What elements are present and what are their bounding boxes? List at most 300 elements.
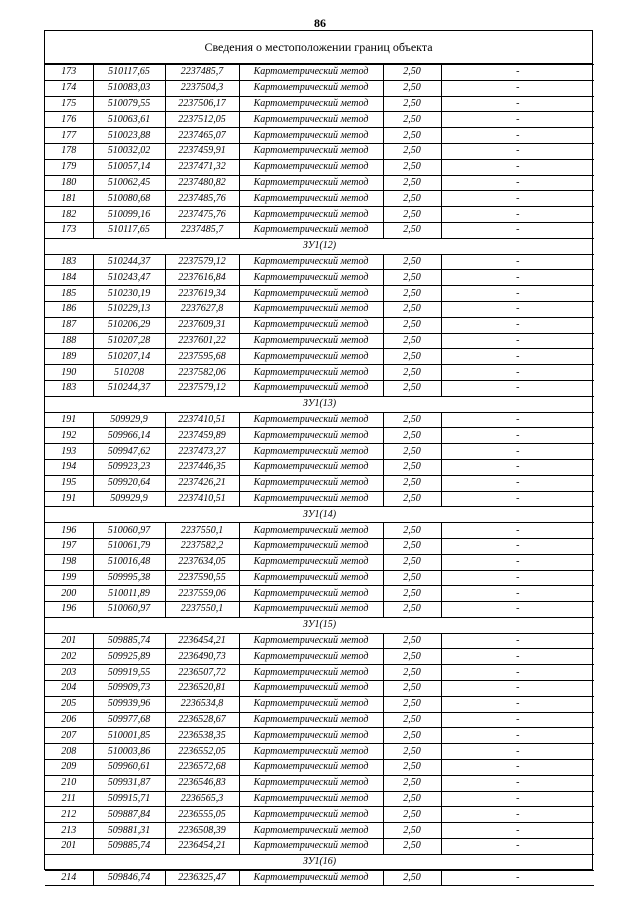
y-coordinate-cell: 2237627,8	[165, 301, 239, 317]
table-row	[45, 523, 594, 539]
accuracy-cell: 2,50	[383, 728, 441, 744]
page-number: 86	[314, 16, 326, 30]
method-cell: Картометрический метод	[239, 649, 383, 665]
method-cell: Картометрический метод	[239, 254, 383, 270]
accuracy-cell: 2,50	[383, 128, 441, 144]
x-coordinate-cell: 510003,86	[93, 744, 165, 760]
method-cell: Картометрический метод	[239, 586, 383, 602]
accuracy-cell: 2,50	[383, 649, 441, 665]
table-row	[45, 254, 594, 270]
method-cell: Картометрический метод	[239, 554, 383, 570]
note-cell: -	[441, 412, 594, 428]
table-row	[45, 649, 594, 665]
x-coordinate-cell: 510079,55	[93, 96, 165, 112]
y-coordinate-cell: 2237616,84	[165, 270, 239, 286]
accuracy-cell: 2,50	[383, 317, 441, 333]
method-cell: Картометрический метод	[239, 191, 383, 207]
y-coordinate-cell: 2236507,72	[165, 665, 239, 681]
method-cell: Картометрический метод	[239, 301, 383, 317]
table-row	[45, 728, 594, 744]
x-coordinate-cell: 509931,87	[93, 775, 165, 791]
y-coordinate-cell: 2236508,39	[165, 823, 239, 839]
y-coordinate-cell: 2237459,89	[165, 428, 239, 444]
y-coordinate-cell: 2237485,76	[165, 191, 239, 207]
x-coordinate-cell: 510023,88	[93, 128, 165, 144]
y-coordinate-cell: 2237582,06	[165, 365, 239, 381]
point-number-cell: 176	[45, 112, 93, 128]
point-number-cell: 184	[45, 270, 93, 286]
accuracy-cell: 2,50	[383, 712, 441, 728]
method-cell: Картометрический метод	[239, 633, 383, 649]
note-cell: -	[441, 128, 594, 144]
accuracy-cell: 2,50	[383, 475, 441, 491]
y-coordinate-cell: 2237446,35	[165, 459, 239, 475]
y-coordinate-cell: 2237471,32	[165, 159, 239, 175]
note-cell: -	[441, 538, 594, 554]
table-row	[45, 681, 594, 697]
table-row	[45, 159, 594, 175]
method-cell: Картометрический метод	[239, 870, 383, 886]
note-cell: -	[441, 791, 594, 807]
y-coordinate-cell: 2236534,8	[165, 696, 239, 712]
note-cell: -	[441, 333, 594, 349]
point-number-cell: 192	[45, 428, 93, 444]
table-row	[45, 380, 594, 396]
x-coordinate-cell: 510062,45	[93, 175, 165, 191]
method-cell: Картометрический метод	[239, 475, 383, 491]
note-cell: -	[441, 175, 594, 191]
point-number-cell: 183	[45, 254, 93, 270]
point-number-cell: 190	[45, 365, 93, 381]
y-coordinate-cell: 2237609,31	[165, 317, 239, 333]
y-coordinate-cell: 2236552,05	[165, 744, 239, 760]
x-coordinate-cell: 510011,89	[93, 586, 165, 602]
accuracy-cell: 2,50	[383, 491, 441, 507]
point-number-cell: 211	[45, 791, 93, 807]
y-coordinate-cell: 2237634,05	[165, 554, 239, 570]
point-number-cell: 210	[45, 775, 93, 791]
y-coordinate-cell: 2237559,06	[165, 586, 239, 602]
note-cell: -	[441, 491, 594, 507]
x-coordinate-cell: 510117,65	[93, 222, 165, 238]
y-coordinate-cell: 2236520,81	[165, 681, 239, 697]
y-coordinate-cell: 2237485,7	[165, 222, 239, 238]
note-cell: -	[441, 823, 594, 839]
note-cell: -	[441, 839, 594, 855]
method-cell: Картометрический метод	[239, 570, 383, 586]
accuracy-cell: 2,50	[383, 775, 441, 791]
x-coordinate-cell: 510032,02	[93, 143, 165, 159]
method-cell: Картометрический метод	[239, 444, 383, 460]
table-row	[45, 412, 594, 428]
note-cell: -	[441, 207, 594, 223]
point-number-cell: 202	[45, 649, 93, 665]
note-cell: -	[441, 65, 594, 81]
x-coordinate-cell: 509960,61	[93, 760, 165, 776]
x-coordinate-cell: 510230,19	[93, 286, 165, 302]
x-coordinate-cell: 509915,71	[93, 791, 165, 807]
table-row	[45, 222, 594, 238]
accuracy-cell: 2,50	[383, 538, 441, 554]
note-cell: -	[441, 365, 594, 381]
point-number-cell: 177	[45, 128, 93, 144]
table-row	[45, 586, 594, 602]
method-cell: Картометрический метод	[239, 681, 383, 697]
note-cell: -	[441, 349, 594, 365]
method-cell: Картометрический метод	[239, 602, 383, 618]
note-cell: -	[441, 523, 594, 539]
y-coordinate-cell: 2237579,12	[165, 380, 239, 396]
table-row	[45, 554, 594, 570]
note-cell: -	[441, 191, 594, 207]
y-coordinate-cell: 2237426,21	[165, 475, 239, 491]
table-row	[45, 459, 594, 475]
y-coordinate-cell: 2237601,22	[165, 333, 239, 349]
method-cell: Картометрический метод	[239, 286, 383, 302]
y-coordinate-cell: 2237582,2	[165, 538, 239, 554]
point-number-cell: 191	[45, 412, 93, 428]
method-cell: Картометрический метод	[239, 728, 383, 744]
point-number-cell: 203	[45, 665, 93, 681]
note-cell: -	[441, 602, 594, 618]
x-coordinate-cell: 509909,73	[93, 681, 165, 697]
note-cell: -	[441, 570, 594, 586]
table-row	[45, 365, 594, 381]
accuracy-cell: 2,50	[383, 270, 441, 286]
table-title: Сведения о местоположении границ объекта	[45, 31, 592, 64]
point-number-cell: 189	[45, 349, 93, 365]
accuracy-cell: 2,50	[383, 570, 441, 586]
x-coordinate-cell: 510061,79	[93, 538, 165, 554]
y-coordinate-cell: 2237480,82	[165, 175, 239, 191]
y-coordinate-cell: 2236454,21	[165, 839, 239, 855]
point-number-cell: 179	[45, 159, 93, 175]
point-number-cell: 214	[45, 870, 93, 886]
x-coordinate-cell: 509920,64	[93, 475, 165, 491]
note-cell: -	[441, 80, 594, 96]
point-number-cell: 178	[45, 143, 93, 159]
method-cell: Картометрический метод	[239, 270, 383, 286]
y-coordinate-cell: 2237619,34	[165, 286, 239, 302]
point-number-cell: 209	[45, 760, 93, 776]
x-coordinate-cell: 510063,61	[93, 112, 165, 128]
accuracy-cell: 2,50	[383, 207, 441, 223]
table-row	[45, 633, 594, 649]
x-coordinate-cell: 510208	[93, 365, 165, 381]
table-row	[45, 744, 594, 760]
point-number-cell: 195	[45, 475, 93, 491]
note-cell: -	[441, 728, 594, 744]
table-row	[45, 807, 594, 823]
x-coordinate-cell: 509929,9	[93, 412, 165, 428]
section-row	[45, 238, 594, 254]
table-row	[45, 475, 594, 491]
note-cell: -	[441, 760, 594, 776]
note-cell: -	[441, 665, 594, 681]
accuracy-cell: 2,50	[383, 191, 441, 207]
point-number-cell: 191	[45, 491, 93, 507]
point-number-cell: 181	[45, 191, 93, 207]
x-coordinate-cell: 510229,13	[93, 301, 165, 317]
table-row	[45, 333, 594, 349]
y-coordinate-cell: 2237475,76	[165, 207, 239, 223]
accuracy-cell: 2,50	[383, 159, 441, 175]
accuracy-cell: 2,50	[383, 333, 441, 349]
y-coordinate-cell: 2237579,12	[165, 254, 239, 270]
method-cell: Картометрический метод	[239, 349, 383, 365]
accuracy-cell: 2,50	[383, 365, 441, 381]
point-number-cell: 204	[45, 681, 93, 697]
x-coordinate-cell: 509919,55	[93, 665, 165, 681]
x-coordinate-cell: 509846,74	[93, 870, 165, 886]
method-cell: Картометрический метод	[239, 459, 383, 475]
method-cell: Картометрический метод	[239, 159, 383, 175]
x-coordinate-cell: 509923,23	[93, 459, 165, 475]
point-number-cell: 201	[45, 839, 93, 855]
point-number-cell: 193	[45, 444, 93, 460]
x-coordinate-cell: 509881,31	[93, 823, 165, 839]
section-label: ЗУ1(12)	[45, 238, 594, 254]
method-cell: Картометрический метод	[239, 491, 383, 507]
accuracy-cell: 2,50	[383, 286, 441, 302]
note-cell: -	[441, 380, 594, 396]
point-number-cell: 194	[45, 459, 93, 475]
accuracy-cell: 2,50	[383, 696, 441, 712]
point-number-cell: 188	[45, 333, 93, 349]
accuracy-cell: 2,50	[383, 254, 441, 270]
note-cell: -	[441, 254, 594, 270]
accuracy-cell: 2,50	[383, 823, 441, 839]
x-coordinate-cell: 509966,14	[93, 428, 165, 444]
point-number-cell: 198	[45, 554, 93, 570]
table-row	[45, 175, 594, 191]
method-cell: Картометрический метод	[239, 665, 383, 681]
method-cell: Картометрический метод	[239, 428, 383, 444]
y-coordinate-cell: 2237504,3	[165, 80, 239, 96]
table-row	[45, 570, 594, 586]
point-number-cell: 180	[45, 175, 93, 191]
y-coordinate-cell: 2237595,68	[165, 349, 239, 365]
method-cell: Картометрический метод	[239, 143, 383, 159]
table-row	[45, 823, 594, 839]
note-cell: -	[441, 649, 594, 665]
note-cell: -	[441, 681, 594, 697]
method-cell: Картометрический метод	[239, 65, 383, 81]
section-label: ЗУ1(16)	[45, 854, 594, 870]
method-cell: Картометрический метод	[239, 712, 383, 728]
y-coordinate-cell: 2237550,1	[165, 523, 239, 539]
note-cell: -	[441, 317, 594, 333]
method-cell: Картометрический метод	[239, 744, 383, 760]
x-coordinate-cell: 509939,96	[93, 696, 165, 712]
y-coordinate-cell: 2237459,91	[165, 143, 239, 159]
note-cell: -	[441, 712, 594, 728]
y-coordinate-cell: 2236490,73	[165, 649, 239, 665]
table-row	[45, 80, 594, 96]
table-row	[45, 301, 594, 317]
method-cell: Картометрический метод	[239, 207, 383, 223]
section-row	[45, 617, 594, 633]
section-label: ЗУ1(15)	[45, 617, 594, 633]
accuracy-cell: 2,50	[383, 175, 441, 191]
table-row	[45, 602, 594, 618]
y-coordinate-cell: 2236555,05	[165, 807, 239, 823]
table-row	[45, 96, 594, 112]
point-number-cell: 175	[45, 96, 93, 112]
x-coordinate-cell: 510099,16	[93, 207, 165, 223]
x-coordinate-cell: 510207,28	[93, 333, 165, 349]
x-coordinate-cell: 510117,65	[93, 65, 165, 81]
note-cell: -	[441, 775, 594, 791]
x-coordinate-cell: 510060,97	[93, 523, 165, 539]
note-cell: -	[441, 286, 594, 302]
note-cell: -	[441, 222, 594, 238]
note-cell: -	[441, 586, 594, 602]
accuracy-cell: 2,50	[383, 681, 441, 697]
y-coordinate-cell: 2237485,7	[165, 65, 239, 81]
accuracy-cell: 2,50	[383, 586, 441, 602]
note-cell: -	[441, 159, 594, 175]
method-cell: Картометрический метод	[239, 222, 383, 238]
accuracy-cell: 2,50	[383, 633, 441, 649]
note-cell: -	[441, 870, 594, 886]
x-coordinate-cell: 509929,9	[93, 491, 165, 507]
accuracy-cell: 2,50	[383, 744, 441, 760]
note-cell: -	[441, 301, 594, 317]
y-coordinate-cell: 2237473,27	[165, 444, 239, 460]
note-cell: -	[441, 96, 594, 112]
table-row	[45, 696, 594, 712]
note-cell: -	[441, 807, 594, 823]
table-row	[45, 65, 594, 81]
y-coordinate-cell: 2237550,1	[165, 602, 239, 618]
point-number-cell: 199	[45, 570, 93, 586]
point-number-cell: 173	[45, 222, 93, 238]
method-cell: Картометрический метод	[239, 523, 383, 539]
coordinates-table-body	[45, 65, 594, 886]
accuracy-cell: 2,50	[383, 428, 441, 444]
table-row	[45, 491, 594, 507]
x-coordinate-cell: 509995,38	[93, 570, 165, 586]
table-row	[45, 112, 594, 128]
accuracy-cell: 2,50	[383, 554, 441, 570]
method-cell: Картометрический метод	[239, 760, 383, 776]
y-coordinate-cell: 2236528,67	[165, 712, 239, 728]
accuracy-cell: 2,50	[383, 665, 441, 681]
x-coordinate-cell: 509947,62	[93, 444, 165, 460]
x-coordinate-cell: 509977,68	[93, 712, 165, 728]
point-number-cell: 196	[45, 523, 93, 539]
y-coordinate-cell: 2237506,17	[165, 96, 239, 112]
accuracy-cell: 2,50	[383, 349, 441, 365]
accuracy-cell: 2,50	[383, 760, 441, 776]
section-row	[45, 854, 594, 870]
method-cell: Картометрический метод	[239, 380, 383, 396]
note-cell: -	[441, 270, 594, 286]
accuracy-cell: 2,50	[383, 380, 441, 396]
x-coordinate-cell: 509885,74	[93, 839, 165, 855]
table-row	[45, 870, 594, 886]
point-number-cell: 200	[45, 586, 93, 602]
table-row	[45, 538, 594, 554]
point-number-cell: 187	[45, 317, 93, 333]
coordinates-table	[45, 64, 594, 886]
accuracy-cell: 2,50	[383, 412, 441, 428]
method-cell: Картометрический метод	[239, 112, 383, 128]
method-cell: Картометрический метод	[239, 96, 383, 112]
x-coordinate-cell: 509887,84	[93, 807, 165, 823]
point-number-cell: 213	[45, 823, 93, 839]
point-number-cell: 208	[45, 744, 93, 760]
table-row	[45, 760, 594, 776]
y-coordinate-cell: 2236454,21	[165, 633, 239, 649]
accuracy-cell: 2,50	[383, 807, 441, 823]
note-cell: -	[441, 459, 594, 475]
x-coordinate-cell: 510080,68	[93, 191, 165, 207]
x-coordinate-cell: 510244,37	[93, 254, 165, 270]
y-coordinate-cell: 2237512,05	[165, 112, 239, 128]
accuracy-cell: 2,50	[383, 65, 441, 81]
y-coordinate-cell: 2236565,3	[165, 791, 239, 807]
note-cell: -	[441, 475, 594, 491]
table-row	[45, 839, 594, 855]
y-coordinate-cell: 2236572,68	[165, 760, 239, 776]
section-row	[45, 396, 594, 412]
x-coordinate-cell: 510057,14	[93, 159, 165, 175]
y-coordinate-cell: 2236538,35	[165, 728, 239, 744]
x-coordinate-cell: 510001,85	[93, 728, 165, 744]
point-number-cell: 186	[45, 301, 93, 317]
method-cell: Картометрический метод	[239, 696, 383, 712]
method-cell: Картометрический метод	[239, 317, 383, 333]
table-row	[45, 191, 594, 207]
method-cell: Картометрический метод	[239, 775, 383, 791]
table-row	[45, 775, 594, 791]
x-coordinate-cell: 510016,48	[93, 554, 165, 570]
table-row	[45, 712, 594, 728]
note-cell: -	[441, 744, 594, 760]
x-coordinate-cell: 510243,47	[93, 270, 165, 286]
table-row	[45, 349, 594, 365]
x-coordinate-cell: 509925,89	[93, 649, 165, 665]
point-number-cell: 207	[45, 728, 93, 744]
table-row	[45, 791, 594, 807]
method-cell: Картометрический метод	[239, 80, 383, 96]
method-cell: Картометрический метод	[239, 412, 383, 428]
section-label: ЗУ1(13)	[45, 396, 594, 412]
method-cell: Картометрический метод	[239, 538, 383, 554]
x-coordinate-cell: 510206,29	[93, 317, 165, 333]
section-row	[45, 507, 594, 523]
method-cell: Картометрический метод	[239, 128, 383, 144]
note-cell: -	[441, 633, 594, 649]
method-cell: Картометрический метод	[239, 807, 383, 823]
table-row	[45, 428, 594, 444]
accuracy-cell: 2,50	[383, 80, 441, 96]
y-coordinate-cell: 2237410,51	[165, 412, 239, 428]
accuracy-cell: 2,50	[383, 523, 441, 539]
point-number-cell: 182	[45, 207, 93, 223]
x-coordinate-cell: 510060,97	[93, 602, 165, 618]
accuracy-cell: 2,50	[383, 143, 441, 159]
y-coordinate-cell: 2236546,83	[165, 775, 239, 791]
x-coordinate-cell: 510244,37	[93, 380, 165, 396]
method-cell: Картометрический метод	[239, 823, 383, 839]
boundary-table-frame	[44, 30, 593, 884]
method-cell: Картометрический метод	[239, 175, 383, 191]
section-label: ЗУ1(14)	[45, 507, 594, 523]
point-number-cell: 185	[45, 286, 93, 302]
